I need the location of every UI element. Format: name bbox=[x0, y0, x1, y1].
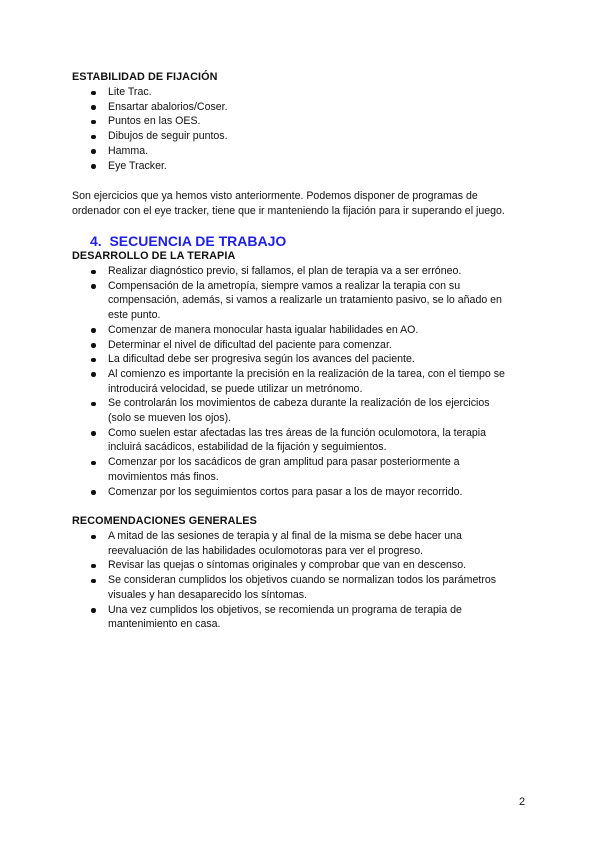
list-item-text: Comenzar por los sacádicos de gran amplitud para pasar posteriormente a bbox=[108, 456, 460, 469]
list-item-text: Una vez cumplidos los objetivos, se recomienda un programa de terapia de bbox=[108, 603, 462, 616]
list-item bbox=[72, 558, 496, 573]
list-item-text: introducirá velocidad, se puede utilizar un metrónomo. bbox=[108, 382, 363, 395]
list-item bbox=[72, 85, 228, 100]
list-item-text: Se controlarán los movimientos de cabeza durante la realización de los ejercicios bbox=[108, 397, 490, 410]
section-estabilidad bbox=[72, 70, 228, 173]
list-item-text: Determinar el nivel de dificultad del paciente para comenzar. bbox=[108, 338, 392, 351]
list-item bbox=[72, 159, 228, 174]
paragraph-line: Son ejercicios que ya hemos visto anteriormente. Podemos disponer de programas de bbox=[72, 190, 478, 202]
list-item-text: movimientos más finos. bbox=[108, 470, 219, 483]
list-item-text: Lite Trac. bbox=[108, 86, 152, 98]
list-item-text: La dificultad debe ser progresiva según los avances del paciente. bbox=[108, 353, 415, 366]
list-item bbox=[72, 529, 496, 558]
page-number: 2 bbox=[519, 796, 526, 808]
list-item bbox=[72, 455, 505, 484]
list-item-text: Compensación de la ametropía, siempre vamos a realizar la terapia con su bbox=[108, 279, 461, 292]
list-item bbox=[72, 367, 505, 396]
list-item-text: mantenimiento en casa. bbox=[108, 618, 221, 631]
list-item bbox=[72, 603, 496, 632]
section-number: 4. bbox=[90, 233, 102, 249]
section-recomendaciones bbox=[72, 514, 496, 632]
paragraph-line: ordenador con el eye tracker, tiene que ir manteniendo la fijación para ir superando el juego. bbox=[72, 204, 505, 217]
list-item-text: Puntos en las OES. bbox=[108, 115, 201, 128]
list-item bbox=[72, 485, 505, 500]
list-item-text: Ensartar abalorios/Coser. bbox=[108, 100, 228, 113]
list-item-text: Realizar diagnóstico previo, si fallamos, el plan de terapia va a ser erróneo. bbox=[108, 265, 462, 277]
list-item bbox=[72, 426, 505, 455]
section-heading-4 bbox=[90, 233, 286, 250]
list-item-text: Eye Tracker. bbox=[108, 159, 167, 172]
list-item-text: reevaluación de las habilidades oculomotoras para ver el progreso. bbox=[108, 544, 424, 557]
list-item bbox=[72, 129, 228, 144]
list-item-text: Como suelen estar afectadas las tres áreas de la función oculomotora, la terapia bbox=[108, 426, 487, 439]
list-item bbox=[72, 396, 505, 425]
list-recomendaciones bbox=[72, 529, 496, 632]
list-item-text: Al comienzo es importante la precisión en la realización de la tarea, con el tiempo se bbox=[108, 367, 505, 380]
list-item bbox=[72, 338, 505, 353]
list-item-text: Comenzar por los seguimientos cortos para pasar a los de mayor recorrido. bbox=[108, 485, 463, 498]
section-title: SECUENCIA DE TRABAJO bbox=[109, 233, 287, 249]
list-item-text: este punto. bbox=[108, 309, 161, 322]
list-item bbox=[72, 114, 228, 129]
heading-recomendaciones: RECOMENDACIONES GENERALES bbox=[72, 515, 257, 527]
list-item-text: visuales y han desaparecido los síntomas. bbox=[108, 588, 308, 601]
list-item-text: incluirá sacádicos, estabilidad de la fijación y seguimientos. bbox=[108, 441, 387, 454]
list-item bbox=[72, 323, 505, 338]
list-item-text: Se consideran cumplidos los objetivos cuando se normalizan todos los parámetros bbox=[108, 574, 497, 587]
list-item-text: Hamma. bbox=[108, 144, 149, 157]
heading-desarrollo: DESARROLLO DE LA TERAPIA bbox=[72, 250, 236, 262]
list-item-text: Dibujos de seguir puntos. bbox=[108, 130, 228, 143]
list-item bbox=[72, 144, 228, 159]
list-item-text: A mitad de las sesiones de terapia y al final de la misma se debe hacer una bbox=[108, 530, 462, 542]
list-desarrollo bbox=[72, 264, 505, 499]
list-item-text: Comenzar de manera monocular hasta igualar habilidades en AO. bbox=[108, 323, 419, 336]
heading-estabilidad: ESTABILIDAD DE FIJACIÓN bbox=[72, 71, 218, 83]
list-item-text: compensación, además, si vamos a realizarle un tratamiento pasivo, se lo añado en bbox=[108, 294, 502, 307]
paragraph-estabilidad bbox=[72, 189, 505, 218]
list-item bbox=[72, 573, 496, 602]
list-item bbox=[72, 100, 228, 115]
section-desarrollo bbox=[72, 249, 505, 499]
list-item-text: Revisar las quejas o síntomas originales y comprobar que van en descenso. bbox=[108, 559, 467, 572]
list-item bbox=[72, 264, 505, 279]
list-item bbox=[72, 279, 505, 323]
list-item-text: (solo se mueven los ojos). bbox=[108, 412, 232, 425]
list-estabilidad bbox=[72, 85, 228, 173]
list-item bbox=[72, 352, 505, 367]
